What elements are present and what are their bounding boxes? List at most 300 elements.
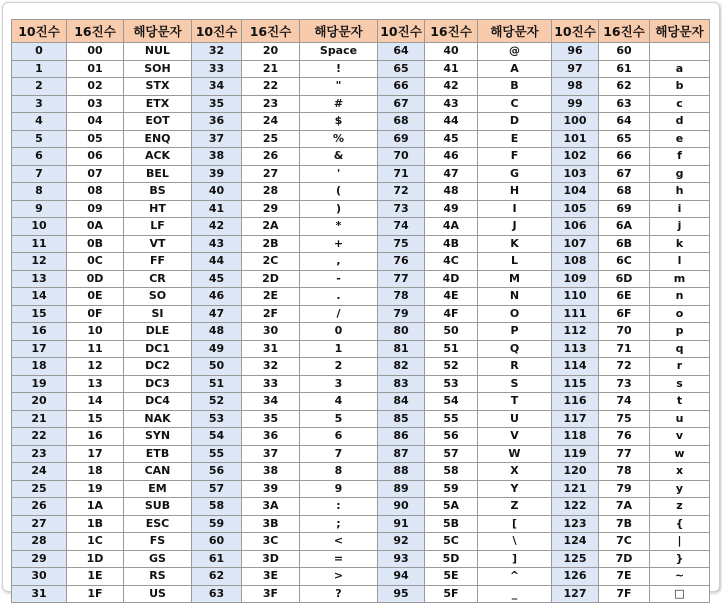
hex-cell: 7E (599, 568, 650, 586)
decimal-cell: 75 (378, 235, 425, 253)
hex-cell: 63 (599, 95, 650, 113)
hex-cell: 49 (425, 200, 478, 218)
char-cell: % (300, 130, 378, 148)
decimal-cell: 92 (378, 533, 425, 551)
decimal-cell: 60 (192, 533, 242, 551)
char-cell: J (478, 218, 552, 236)
decimal-cell: 83 (378, 375, 425, 393)
hex-cell: 27 (242, 165, 300, 183)
decimal-cell: 90 (378, 498, 425, 516)
hex-cell: 4C (425, 253, 478, 271)
char-cell: { (650, 515, 710, 533)
hex-cell: 48 (425, 183, 478, 201)
char-cell: ETX (124, 95, 192, 113)
hex-cell: 53 (425, 375, 478, 393)
hex-cell: 10 (67, 323, 124, 341)
hex-cell: 2E (242, 288, 300, 306)
decimal-cell: 58 (192, 498, 242, 516)
decimal-cell: 67 (378, 95, 425, 113)
decimal-cell: 28 (12, 533, 67, 551)
hex-cell: 4E (425, 288, 478, 306)
decimal-cell: 84 (378, 393, 425, 411)
char-cell: N (478, 288, 552, 306)
hex-cell: 71 (599, 340, 650, 358)
hex-cell: 5C (425, 533, 478, 551)
column-header: 해당문자 (650, 20, 710, 43)
decimal-cell: 55 (192, 445, 242, 463)
column-header: 16진수 (599, 20, 650, 43)
hex-cell: 35 (242, 410, 300, 428)
char-cell: ! (300, 60, 378, 78)
char-cell: - (300, 270, 378, 288)
char-cell: EOT (124, 113, 192, 131)
hex-cell: 46 (425, 148, 478, 166)
char-cell: d (650, 113, 710, 131)
hex-cell: 31 (242, 340, 300, 358)
decimal-cell: 121 (552, 480, 599, 498)
decimal-cell: 25 (12, 480, 67, 498)
char-cell: I (478, 200, 552, 218)
decimal-cell: 97 (552, 60, 599, 78)
hex-cell: 0C (67, 253, 124, 271)
char-cell: m (650, 270, 710, 288)
char-cell: z (650, 498, 710, 516)
hex-cell: 68 (599, 183, 650, 201)
hex-cell: 16 (67, 428, 124, 446)
hex-cell: 5B (425, 515, 478, 533)
table-row (12, 288, 710, 306)
decimal-cell: 64 (378, 43, 425, 61)
table-row (12, 130, 710, 148)
decimal-cell: 57 (192, 480, 242, 498)
char-cell: A (478, 60, 552, 78)
decimal-cell: 4 (12, 113, 67, 131)
table-row (12, 148, 710, 166)
decimal-cell: 101 (552, 130, 599, 148)
hex-cell: 02 (67, 78, 124, 96)
decimal-cell: 71 (378, 165, 425, 183)
hex-cell: 69 (599, 200, 650, 218)
hex-cell: 59 (425, 480, 478, 498)
decimal-cell: 69 (378, 130, 425, 148)
table-body (12, 43, 710, 603)
decimal-cell: 89 (378, 480, 425, 498)
char-cell: ACK (124, 148, 192, 166)
decimal-cell: 105 (552, 200, 599, 218)
decimal-cell: 33 (192, 60, 242, 78)
hex-cell: 12 (67, 358, 124, 376)
char-cell: 0 (300, 323, 378, 341)
char-cell: SOH (124, 60, 192, 78)
table-row (12, 428, 710, 446)
char-cell: T (478, 393, 552, 411)
decimal-cell: 99 (552, 95, 599, 113)
hex-cell: 15 (67, 410, 124, 428)
hex-cell: 23 (242, 95, 300, 113)
hex-cell: 2F (242, 305, 300, 323)
hex-cell: 1A (67, 498, 124, 516)
decimal-cell: 48 (192, 323, 242, 341)
char-cell: 4 (300, 393, 378, 411)
hex-cell: 6E (599, 288, 650, 306)
decimal-cell: 56 (192, 463, 242, 481)
decimal-cell: 3 (12, 95, 67, 113)
table-row (12, 218, 710, 236)
char-cell: | (650, 533, 710, 551)
char-cell: u (650, 410, 710, 428)
char-cell: US (124, 585, 192, 603)
hex-cell: 01 (67, 60, 124, 78)
hex-cell: 6D (599, 270, 650, 288)
decimal-cell: 54 (192, 428, 242, 446)
char-cell: * (300, 218, 378, 236)
hex-cell: 38 (242, 463, 300, 481)
hex-cell: 58 (425, 463, 478, 481)
char-cell: s (650, 375, 710, 393)
char-cell: : (300, 498, 378, 516)
hex-cell: 2B (242, 235, 300, 253)
hex-cell: 6A (599, 218, 650, 236)
char-cell: ETB (124, 445, 192, 463)
decimal-cell: 29 (12, 550, 67, 568)
decimal-cell: 113 (552, 340, 599, 358)
decimal-cell: 24 (12, 463, 67, 481)
char-cell: 7 (300, 445, 378, 463)
decimal-cell: 127 (552, 585, 599, 603)
hex-cell: 28 (242, 183, 300, 201)
decimal-cell: 111 (552, 305, 599, 323)
char-cell: _ (478, 585, 552, 603)
decimal-cell: 23 (12, 445, 67, 463)
char-cell: FS (124, 533, 192, 551)
decimal-cell: 35 (192, 95, 242, 113)
hex-cell: 51 (425, 340, 478, 358)
table-row (12, 340, 710, 358)
hex-cell: 13 (67, 375, 124, 393)
hex-cell: 1B (67, 515, 124, 533)
char-cell: w (650, 445, 710, 463)
decimal-cell: 70 (378, 148, 425, 166)
decimal-cell: 2 (12, 78, 67, 96)
table-row (12, 305, 710, 323)
column-header: 10진수 (378, 20, 425, 43)
char-cell: 5 (300, 410, 378, 428)
char-cell: Space (300, 43, 378, 61)
hex-cell: 3E (242, 568, 300, 586)
char-cell: o (650, 305, 710, 323)
char-cell: c (650, 95, 710, 113)
hex-cell: 5D (425, 550, 478, 568)
hex-cell: 79 (599, 480, 650, 498)
decimal-cell: 16 (12, 323, 67, 341)
hex-cell: 2C (242, 253, 300, 271)
char-cell: g (650, 165, 710, 183)
char-cell: DLE (124, 323, 192, 341)
decimal-cell: 88 (378, 463, 425, 481)
decimal-cell: 10 (12, 218, 67, 236)
char-cell: CAN (124, 463, 192, 481)
hex-cell: 1D (67, 550, 124, 568)
char-cell: W (478, 445, 552, 463)
column-header: 16진수 (425, 20, 478, 43)
hex-cell: 73 (599, 375, 650, 393)
column-header: 10진수 (12, 20, 67, 43)
hex-cell: 75 (599, 410, 650, 428)
char-cell: BS (124, 183, 192, 201)
decimal-cell: 74 (378, 218, 425, 236)
char-cell: Z (478, 498, 552, 516)
char-cell: DC4 (124, 393, 192, 411)
decimal-cell: 37 (192, 130, 242, 148)
hex-cell: 3B (242, 515, 300, 533)
decimal-cell: 124 (552, 533, 599, 551)
hex-cell: 70 (599, 323, 650, 341)
hex-cell: 64 (599, 113, 650, 131)
hex-cell: 32 (242, 358, 300, 376)
decimal-cell: 45 (192, 270, 242, 288)
hex-cell: 6F (599, 305, 650, 323)
char-cell: C (478, 95, 552, 113)
hex-cell: 08 (67, 183, 124, 201)
decimal-cell: 5 (12, 130, 67, 148)
hex-cell: 56 (425, 428, 478, 446)
char-cell: FF (124, 253, 192, 271)
char-cell: ; (300, 515, 378, 533)
table-row (12, 410, 710, 428)
char-cell: 3 (300, 375, 378, 393)
hex-cell: 39 (242, 480, 300, 498)
column-header: 10진수 (192, 20, 242, 43)
hex-cell: 37 (242, 445, 300, 463)
char-cell: NUL (124, 43, 192, 61)
char-cell: 1 (300, 340, 378, 358)
decimal-cell: 39 (192, 165, 242, 183)
hex-cell: 47 (425, 165, 478, 183)
decimal-cell: 62 (192, 568, 242, 586)
hex-cell: 57 (425, 445, 478, 463)
char-cell: y (650, 480, 710, 498)
char-cell: S (478, 375, 552, 393)
decimal-cell: 6 (12, 148, 67, 166)
hex-cell: 60 (599, 43, 650, 61)
decimal-cell: 44 (192, 253, 242, 271)
hex-cell: 4D (425, 270, 478, 288)
decimal-cell: 81 (378, 340, 425, 358)
table-row (12, 165, 710, 183)
hex-cell: 04 (67, 113, 124, 131)
decimal-cell: 119 (552, 445, 599, 463)
char-cell: " (300, 78, 378, 96)
char-cell: GS (124, 550, 192, 568)
hex-cell: 40 (425, 43, 478, 61)
decimal-cell: 118 (552, 428, 599, 446)
decimal-cell: 14 (12, 288, 67, 306)
hex-cell: 14 (67, 393, 124, 411)
char-cell: @ (478, 43, 552, 61)
decimal-cell: 109 (552, 270, 599, 288)
column-header: 16진수 (242, 20, 300, 43)
char-cell: SI (124, 305, 192, 323)
char-cell: ( (300, 183, 378, 201)
table-row (12, 533, 710, 551)
decimal-cell: 79 (378, 305, 425, 323)
table-row (12, 60, 710, 78)
hex-cell: 0F (67, 305, 124, 323)
decimal-cell: 116 (552, 393, 599, 411)
hex-cell: 3A (242, 498, 300, 516)
decimal-cell: 26 (12, 498, 67, 516)
char-cell: ^ (478, 568, 552, 586)
hex-cell: 06 (67, 148, 124, 166)
char-cell: , (300, 253, 378, 271)
char-cell: SUB (124, 498, 192, 516)
hex-cell: 19 (67, 480, 124, 498)
column-header: 16진수 (67, 20, 124, 43)
table-row (12, 515, 710, 533)
table-row (12, 43, 710, 61)
char-cell: a (650, 60, 710, 78)
table-row (12, 253, 710, 271)
table-row (12, 323, 710, 341)
hex-cell: 09 (67, 200, 124, 218)
decimal-cell: 49 (192, 340, 242, 358)
hex-cell: 30 (242, 323, 300, 341)
char-cell: + (300, 235, 378, 253)
table-row (12, 95, 710, 113)
hex-cell: 34 (242, 393, 300, 411)
hex-cell: 3F (242, 585, 300, 603)
char-cell: n (650, 288, 710, 306)
char-cell: ' (300, 165, 378, 183)
hex-cell: 5A (425, 498, 478, 516)
decimal-cell: 61 (192, 550, 242, 568)
decimal-cell: 96 (552, 43, 599, 61)
table-row (12, 568, 710, 586)
hex-cell: 43 (425, 95, 478, 113)
char-cell: STX (124, 78, 192, 96)
hex-cell: 11 (67, 340, 124, 358)
decimal-cell: 126 (552, 568, 599, 586)
char-cell: DC1 (124, 340, 192, 358)
char-cell: D (478, 113, 552, 131)
decimal-cell: 36 (192, 113, 242, 131)
char-cell: BEL (124, 165, 192, 183)
decimal-cell: 77 (378, 270, 425, 288)
char-cell: DC3 (124, 375, 192, 393)
table-row (12, 375, 710, 393)
char-cell: & (300, 148, 378, 166)
column-header: 해당문자 (300, 20, 378, 43)
decimal-cell: 8 (12, 183, 67, 201)
hex-cell: 0B (67, 235, 124, 253)
char-cell: t (650, 393, 710, 411)
decimal-cell: 46 (192, 288, 242, 306)
table-row (12, 183, 710, 201)
char-cell: X (478, 463, 552, 481)
char-cell: / (300, 305, 378, 323)
decimal-cell: 76 (378, 253, 425, 271)
decimal-cell: 59 (192, 515, 242, 533)
decimal-cell: 7 (12, 165, 67, 183)
hex-cell: 76 (599, 428, 650, 446)
decimal-cell: 87 (378, 445, 425, 463)
decimal-cell: 20 (12, 393, 67, 411)
decimal-cell: 40 (192, 183, 242, 201)
decimal-cell: 41 (192, 200, 242, 218)
hex-cell: 78 (599, 463, 650, 481)
decimal-cell: 122 (552, 498, 599, 516)
decimal-cell: 13 (12, 270, 67, 288)
char-cell: O (478, 305, 552, 323)
char-cell: DC2 (124, 358, 192, 376)
hex-cell: 18 (67, 463, 124, 481)
decimal-cell: 110 (552, 288, 599, 306)
decimal-cell: 27 (12, 515, 67, 533)
decimal-cell: 107 (552, 235, 599, 253)
char-cell: Q (478, 340, 552, 358)
table-row (12, 463, 710, 481)
hex-cell: 77 (599, 445, 650, 463)
decimal-cell: 51 (192, 375, 242, 393)
table-row (12, 393, 710, 411)
hex-cell: 55 (425, 410, 478, 428)
char-cell: B (478, 78, 552, 96)
char-cell: 2 (300, 358, 378, 376)
decimal-cell: 106 (552, 218, 599, 236)
decimal-cell: 80 (378, 323, 425, 341)
char-cell: G (478, 165, 552, 183)
table-row (12, 78, 710, 96)
char-cell: b (650, 78, 710, 96)
decimal-cell: 125 (552, 550, 599, 568)
char-cell: ) (300, 200, 378, 218)
char-cell: R (478, 358, 552, 376)
char-cell: x (650, 463, 710, 481)
char-cell: # (300, 95, 378, 113)
hex-cell: 3C (242, 533, 300, 551)
hex-cell: 29 (242, 200, 300, 218)
decimal-cell: 68 (378, 113, 425, 131)
decimal-cell: 15 (12, 305, 67, 323)
char-cell: RS (124, 568, 192, 586)
hex-cell: 1C (67, 533, 124, 551)
decimal-cell: 21 (12, 410, 67, 428)
decimal-cell: 34 (192, 78, 242, 96)
char-cell: ] (478, 550, 552, 568)
decimal-cell: 100 (552, 113, 599, 131)
hex-cell: 4A (425, 218, 478, 236)
hex-cell: 17 (67, 445, 124, 463)
char-cell: Y (478, 480, 552, 498)
decimal-cell: 47 (192, 305, 242, 323)
hex-cell: 44 (425, 113, 478, 131)
hex-cell: 07 (67, 165, 124, 183)
decimal-cell: 17 (12, 340, 67, 358)
decimal-cell: 30 (12, 568, 67, 586)
ascii-table (11, 19, 710, 603)
decimal-cell: 72 (378, 183, 425, 201)
char-cell: > (300, 568, 378, 586)
document-frame (2, 2, 720, 600)
char-cell: ~ (650, 568, 710, 586)
decimal-cell: 95 (378, 585, 425, 603)
char-cell: < (300, 533, 378, 551)
hex-cell: 7B (599, 515, 650, 533)
hex-cell: 7A (599, 498, 650, 516)
hex-cell: 45 (425, 130, 478, 148)
decimal-cell: 0 (12, 43, 67, 61)
hex-cell: 6B (599, 235, 650, 253)
